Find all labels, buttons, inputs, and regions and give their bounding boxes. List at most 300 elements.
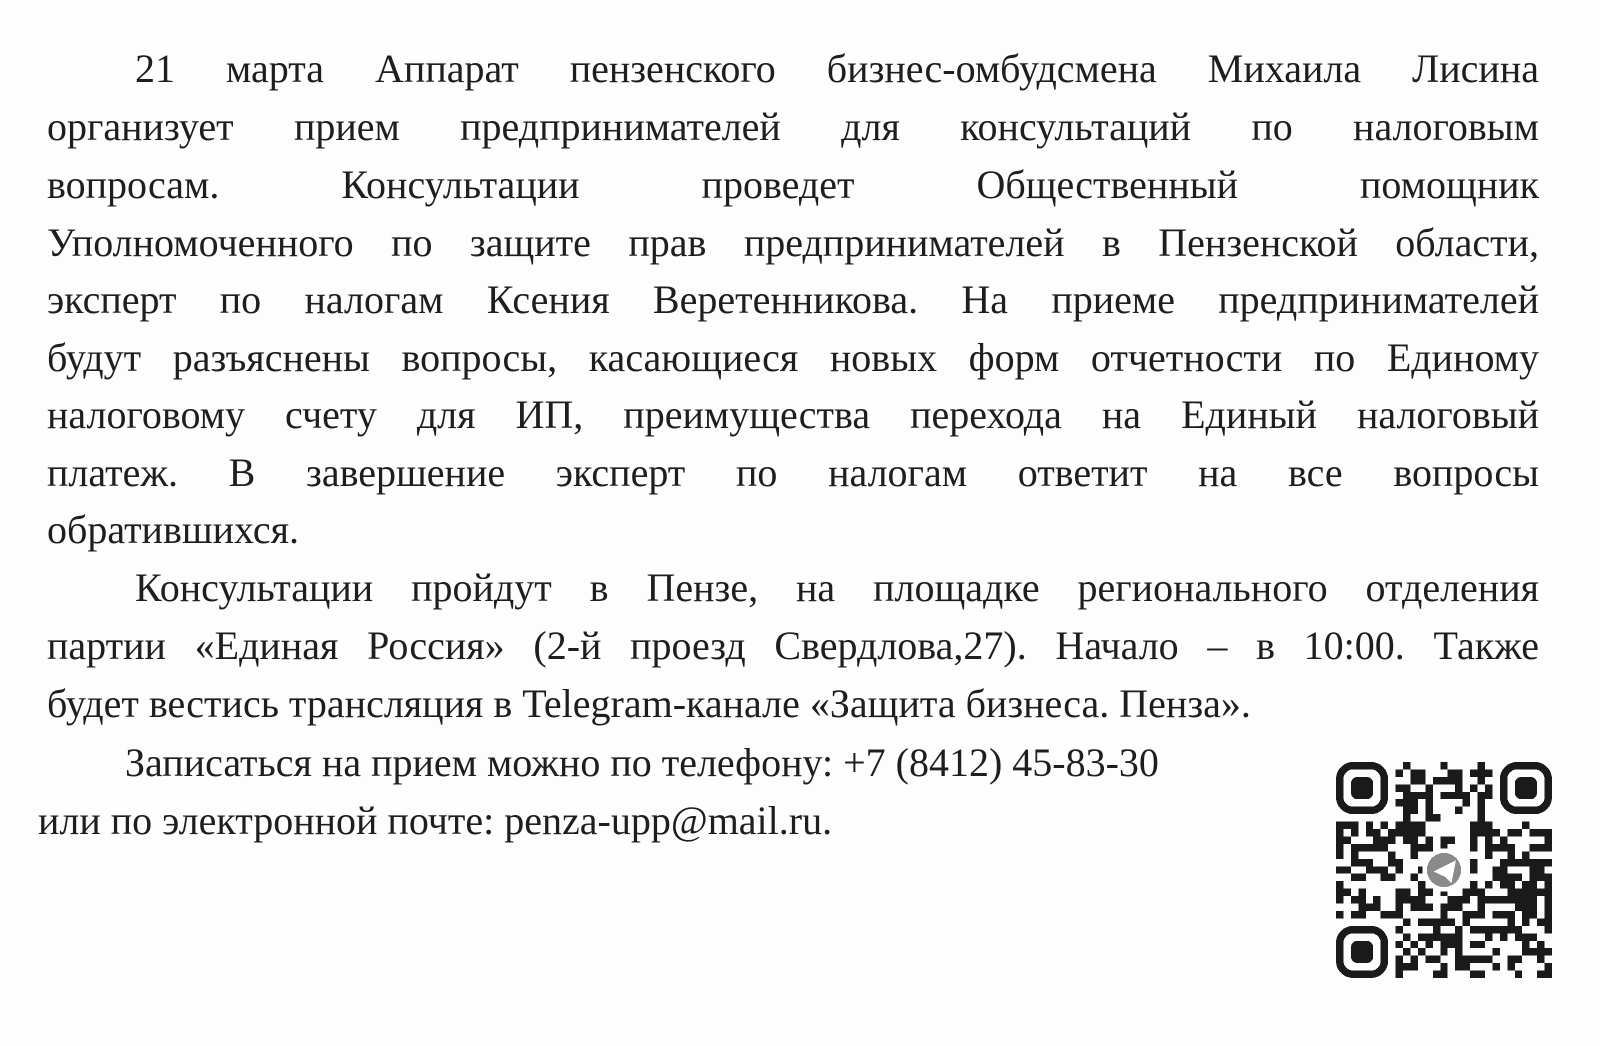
qr-module (1537, 948, 1544, 955)
qr-module (1478, 971, 1485, 978)
qr-module (1545, 844, 1552, 851)
qr-module (1433, 918, 1440, 925)
qr-module (1537, 866, 1544, 873)
qr-module (1366, 829, 1373, 836)
qr-module (1388, 859, 1395, 866)
qr-module (1425, 799, 1432, 806)
qr-module (1418, 822, 1425, 829)
qr-module (1455, 769, 1462, 776)
qr-module (1373, 866, 1380, 873)
qr-module (1381, 822, 1388, 829)
qr-module (1507, 851, 1514, 858)
contact-phone-line: Записаться на прием можно по телефону: +7 (8412) 45-83-30 (125, 740, 1159, 785)
qr-module (1492, 874, 1499, 881)
qr-module (1545, 926, 1552, 933)
qr-module (1351, 896, 1358, 903)
qr-module (1522, 918, 1529, 925)
paragraph-1-line-1: 21 марта Аппарат пензенского бизнес-омбудсмена Михаила Лисина (135, 46, 1539, 91)
qr-module (1396, 769, 1403, 776)
qr-module (1440, 933, 1447, 940)
qr-module (1455, 926, 1462, 933)
qr-module (1455, 784, 1462, 791)
qr-module (1410, 844, 1417, 851)
qr-module (1478, 762, 1485, 769)
qr-module (1485, 844, 1492, 851)
qr-module (1545, 836, 1552, 843)
qr-module (1537, 918, 1544, 925)
qr-module (1373, 844, 1380, 851)
qr-module (1410, 896, 1417, 903)
qr-module (1425, 941, 1432, 948)
qr-module (1500, 926, 1507, 933)
qr-module (1545, 896, 1552, 903)
qr-module (1485, 784, 1492, 791)
qr-module (1478, 941, 1485, 948)
qr-module (1478, 904, 1485, 911)
qr-module (1410, 799, 1417, 806)
qr-module (1418, 918, 1425, 925)
qr-module (1440, 792, 1447, 799)
qr-module (1537, 829, 1544, 836)
qr-module (1448, 836, 1455, 843)
qr-module (1485, 896, 1492, 903)
qr-module (1470, 784, 1477, 791)
qr-module (1440, 948, 1447, 955)
qr-module (1545, 881, 1552, 888)
qr-module (1478, 889, 1485, 896)
qr-module (1403, 799, 1410, 806)
qr-module (1433, 933, 1440, 940)
qr-module (1373, 896, 1380, 903)
qr-module (1463, 896, 1470, 903)
qr-module (1396, 866, 1403, 873)
qr-module (1396, 799, 1403, 806)
qr-module (1366, 866, 1373, 873)
qr-module (1425, 844, 1432, 851)
qr-module (1433, 926, 1440, 933)
qr-module (1500, 911, 1507, 918)
paragraph-1-line-7: налоговому счету для ИП, преимущества перехода на Единый налоговый (47, 392, 1539, 437)
qr-module (1545, 948, 1552, 955)
qr-module (1455, 941, 1462, 948)
qr-module (1455, 963, 1462, 970)
qr-module (1358, 859, 1365, 866)
qr-module (1381, 874, 1388, 881)
qr-module (1425, 918, 1432, 925)
qr-finder-top-left (1340, 766, 1385, 811)
qr-module (1358, 904, 1365, 911)
qr-module (1537, 859, 1544, 866)
qr-module (1425, 814, 1432, 821)
qr-module (1515, 971, 1522, 978)
qr-module (1537, 874, 1544, 881)
qr-module (1410, 904, 1417, 911)
qr-module (1336, 844, 1343, 851)
qr-module (1396, 963, 1403, 970)
contact-email-line: или по электронной почте: penza-upp@mail.ru. (38, 798, 833, 843)
qr-module (1492, 844, 1499, 851)
qr-module (1351, 844, 1358, 851)
qr-module (1381, 866, 1388, 873)
paragraph-1-line-8: платеж. В завершение эксперт по налогам ответит на все вопросы (47, 450, 1539, 495)
qr-module (1492, 948, 1499, 955)
qr-module (1418, 889, 1425, 896)
qr-module (1478, 777, 1485, 784)
qr-module (1492, 829, 1499, 836)
qr-module (1425, 784, 1432, 791)
qr-module (1455, 904, 1462, 911)
qr-module (1358, 911, 1365, 918)
qr-module (1418, 904, 1425, 911)
qr-module (1500, 874, 1507, 881)
qr-module (1455, 933, 1462, 940)
qr-module (1396, 926, 1403, 933)
qr-module (1440, 963, 1447, 970)
qr-module (1418, 769, 1425, 776)
qr-module (1492, 866, 1499, 873)
qr-module (1396, 829, 1403, 836)
qr-module (1418, 829, 1425, 836)
qr-module (1463, 889, 1470, 896)
qr-module (1410, 777, 1417, 784)
qr-module (1425, 792, 1432, 799)
qr-module (1410, 874, 1417, 881)
qr-module (1507, 926, 1514, 933)
qr-module (1440, 918, 1447, 925)
qr-module (1410, 822, 1417, 829)
qr-module (1478, 792, 1485, 799)
qr-module (1470, 956, 1477, 963)
qr-module (1522, 851, 1529, 858)
qr-module (1433, 971, 1440, 978)
qr-module (1530, 948, 1537, 955)
qr-module (1530, 896, 1537, 903)
qr-module (1530, 881, 1537, 888)
qr-module (1425, 904, 1432, 911)
qr-module (1403, 836, 1410, 843)
qr-module (1343, 822, 1350, 829)
qr-module (1515, 904, 1522, 911)
qr-module (1351, 874, 1358, 881)
qr-module (1373, 904, 1380, 911)
qr-module (1522, 948, 1529, 955)
qr-module (1448, 904, 1455, 911)
qr-module (1507, 889, 1514, 896)
qr-module (1500, 896, 1507, 903)
qr-module (1537, 971, 1544, 978)
qr-module (1410, 792, 1417, 799)
qr-module (1530, 866, 1537, 873)
qr-module (1545, 829, 1552, 836)
qr-module (1530, 904, 1537, 911)
qr-module (1403, 784, 1410, 791)
qr-module (1336, 836, 1343, 843)
paragraph-1-line-5: эксперт по налогам Ксения Веретенникова. На приеме предпринимателей (47, 277, 1539, 322)
paragraph-1-line-4: Уполномоченного по защите прав предпринимателей в Пензенской области, (47, 220, 1539, 265)
qr-module (1351, 859, 1358, 866)
qr-module (1396, 971, 1403, 978)
qr-module (1455, 948, 1462, 955)
qr-module (1455, 777, 1462, 784)
qr-code-icon[interactable] (1336, 762, 1552, 978)
qr-module (1545, 963, 1552, 970)
qr-module (1530, 859, 1537, 866)
paragraph-1-line-9: обратившихся. (47, 507, 300, 552)
qr-module (1470, 769, 1477, 776)
qr-module (1358, 896, 1365, 903)
qr-module (1396, 941, 1403, 948)
qr-module (1470, 859, 1477, 866)
qr-module (1485, 769, 1492, 776)
qr-module (1545, 904, 1552, 911)
qr-module (1545, 918, 1552, 925)
qr-module (1396, 859, 1403, 866)
qr-module (1336, 829, 1343, 836)
qr-module (1403, 807, 1410, 814)
qr-module (1425, 889, 1432, 896)
qr-module (1470, 844, 1477, 851)
qr-module (1463, 963, 1470, 970)
qr-module (1492, 926, 1499, 933)
qr-module (1492, 896, 1499, 903)
qr-module (1425, 956, 1432, 963)
qr-module (1537, 941, 1544, 948)
qr-module (1507, 963, 1514, 970)
qr-module (1507, 859, 1514, 866)
qr-module (1515, 829, 1522, 836)
qr-module (1396, 904, 1403, 911)
qr-module (1492, 911, 1499, 918)
qr-module (1515, 956, 1522, 963)
qr-module (1410, 941, 1417, 948)
qr-module (1410, 807, 1417, 814)
qr-module (1448, 933, 1455, 940)
qr-module (1478, 769, 1485, 776)
qr-module (1455, 792, 1462, 799)
qr-module (1396, 956, 1403, 963)
qr-module (1336, 896, 1343, 903)
qr-module (1403, 889, 1410, 896)
qr-module (1507, 911, 1514, 918)
qr-module (1448, 918, 1455, 925)
qr-module (1530, 844, 1537, 851)
qr-module (1418, 777, 1425, 784)
qr-module (1478, 911, 1485, 918)
qr-module (1448, 769, 1455, 776)
qr-module (1336, 851, 1343, 858)
qr-module (1425, 807, 1432, 814)
qr-module (1396, 822, 1403, 829)
qr-module (1403, 762, 1410, 769)
qr-module (1478, 896, 1485, 903)
qr-module (1515, 933, 1522, 940)
qr-module (1515, 926, 1522, 933)
qr-module (1485, 829, 1492, 836)
qr-module (1530, 829, 1537, 836)
qr-module (1478, 829, 1485, 836)
qr-module (1418, 896, 1425, 903)
qr-module (1515, 889, 1522, 896)
qr-module (1478, 814, 1485, 821)
qr-module (1425, 933, 1432, 940)
qr-module (1485, 933, 1492, 940)
qr-module (1455, 896, 1462, 903)
qr-module (1396, 784, 1403, 791)
qr-module (1522, 889, 1529, 896)
qr-module (1358, 844, 1365, 851)
qr-module (1507, 874, 1514, 881)
qr-module (1470, 881, 1477, 888)
qr-module (1455, 956, 1462, 963)
qr-module (1470, 822, 1477, 829)
qr-module (1440, 836, 1447, 843)
qr-module (1507, 896, 1514, 903)
qr-module (1358, 889, 1365, 896)
qr-module (1485, 881, 1492, 888)
qr-module (1522, 941, 1529, 948)
qr-module (1396, 911, 1403, 918)
qr-module (1366, 844, 1373, 851)
qr-module (1485, 822, 1492, 829)
qr-module (1336, 889, 1343, 896)
qr-module (1537, 956, 1544, 963)
qr-module (1470, 889, 1477, 896)
qr-finder-bottom-left (1340, 930, 1385, 975)
qr-module (1373, 836, 1380, 843)
qr-module (1358, 874, 1365, 881)
qr-module (1507, 844, 1514, 851)
qr-module (1545, 911, 1552, 918)
qr-module (1478, 807, 1485, 814)
qr-module (1418, 792, 1425, 799)
qr-module (1388, 874, 1395, 881)
qr-module (1366, 859, 1373, 866)
qr-module (1448, 792, 1455, 799)
qr-module (1396, 896, 1403, 903)
qr-module (1403, 896, 1410, 903)
qr-module (1507, 918, 1514, 925)
qr-module (1478, 926, 1485, 933)
qr-module (1470, 866, 1477, 873)
qr-module (1537, 844, 1544, 851)
qr-module (1343, 836, 1350, 843)
qr-module (1500, 933, 1507, 940)
qr-module (1418, 844, 1425, 851)
qr-module (1530, 874, 1537, 881)
qr-module (1522, 911, 1529, 918)
qr-module (1433, 814, 1440, 821)
qr-module (1500, 836, 1507, 843)
qr-module (1433, 777, 1440, 784)
qr-module (1470, 911, 1477, 918)
qr-module (1418, 881, 1425, 888)
qr-finder-top-right (1504, 766, 1549, 811)
qr-module (1478, 822, 1485, 829)
qr-module (1470, 941, 1477, 948)
qr-module (1470, 836, 1477, 843)
qr-module (1522, 859, 1529, 866)
qr-module (1351, 851, 1358, 858)
qr-module (1388, 836, 1395, 843)
qr-module (1463, 956, 1470, 963)
qr-module (1410, 829, 1417, 836)
qr-module (1485, 851, 1492, 858)
qr-module (1448, 896, 1455, 903)
qr-module (1425, 836, 1432, 843)
qr-module (1440, 911, 1447, 918)
qr-module (1366, 904, 1373, 911)
paragraph-2-line-1: Консультации пройдут в Пензе, на площадке регионального отделения (135, 565, 1539, 610)
qr-module (1522, 904, 1529, 911)
qr-module (1440, 904, 1447, 911)
paragraph-1-line-6: будут разъяснены вопросы, касающиеся новых форм отчетности по Единому (47, 335, 1539, 380)
paragraph-1-line-3: вопросам. Консультации проведет Общественный помощник (47, 162, 1539, 207)
qr-module (1403, 948, 1410, 955)
qr-module (1463, 911, 1470, 918)
qr-module (1522, 896, 1529, 903)
qr-module (1388, 829, 1395, 836)
qr-module (1403, 792, 1410, 799)
qr-module (1336, 911, 1343, 918)
qr-module (1343, 889, 1350, 896)
qr-module (1440, 762, 1447, 769)
qr-module (1500, 844, 1507, 851)
qr-module (1440, 971, 1447, 978)
qr-module (1388, 911, 1395, 918)
qr-module (1522, 881, 1529, 888)
qr-module (1336, 866, 1343, 873)
qr-module (1373, 829, 1380, 836)
qr-module (1433, 956, 1440, 963)
qr-module (1381, 836, 1388, 843)
qr-module (1463, 918, 1470, 925)
qr-module (1485, 956, 1492, 963)
qr-module (1515, 896, 1522, 903)
qr-module (1440, 941, 1447, 948)
qr-module (1381, 911, 1388, 918)
qr-module (1381, 844, 1388, 851)
qr-module (1500, 881, 1507, 888)
qr-module (1485, 792, 1492, 799)
qr-module (1403, 814, 1410, 821)
qr-module (1396, 889, 1403, 896)
qr-module (1522, 822, 1529, 829)
qr-module (1403, 822, 1410, 829)
qr-module (1530, 911, 1537, 918)
qr-module (1507, 881, 1514, 888)
qr-module (1470, 829, 1477, 836)
qr-module (1485, 926, 1492, 933)
qr-module (1336, 881, 1343, 888)
telegram-icon (1422, 848, 1465, 891)
qr-module (1403, 829, 1410, 836)
qr-module (1336, 822, 1343, 829)
qr-module (1530, 889, 1537, 896)
qr-module (1455, 807, 1462, 814)
paragraph-2-line-3: будет вестись трансляция в Telegram-канале «Защита бизнеса. Пенза». (47, 681, 1251, 726)
qr-module (1410, 956, 1417, 963)
qr-module (1545, 889, 1552, 896)
qr-module (1351, 822, 1358, 829)
qr-module (1418, 933, 1425, 940)
qr-module (1403, 918, 1410, 925)
qr-module (1485, 836, 1492, 843)
qr-module (1440, 777, 1447, 784)
qr-module (1343, 866, 1350, 873)
qr-module (1410, 769, 1417, 776)
qr-module (1500, 859, 1507, 866)
qr-module (1410, 963, 1417, 970)
